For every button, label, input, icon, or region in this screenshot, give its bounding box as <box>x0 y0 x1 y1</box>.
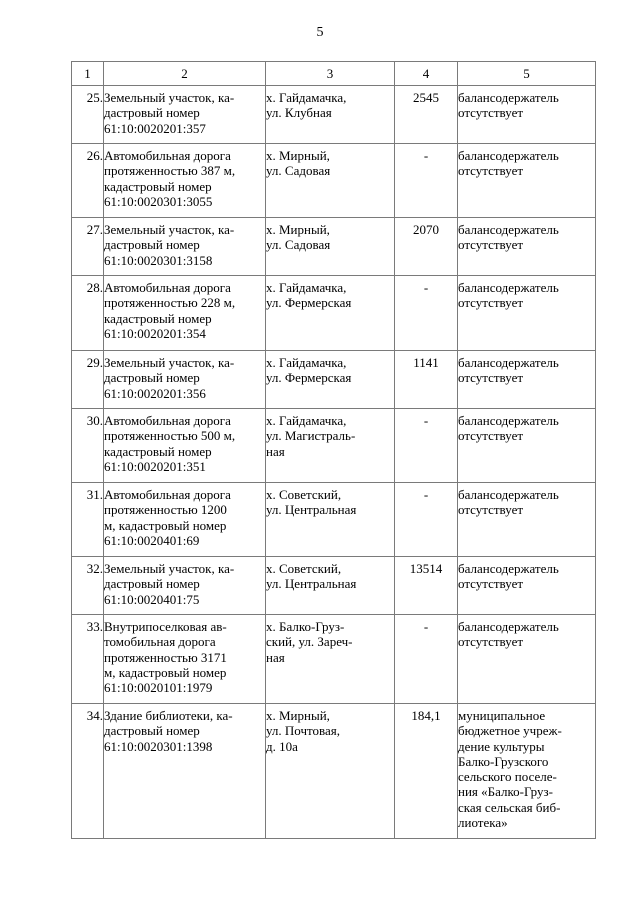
object-name: Земельный участок, ка- дастровый номер 61:10:0020201:357 <box>104 86 266 144</box>
object-value: - <box>395 276 458 351</box>
object-value: - <box>395 409 458 483</box>
object-name: Земельный участок, ка- дастровый номер 61:10:0020401:75 <box>104 557 266 615</box>
table-row <box>72 615 596 704</box>
table-row <box>72 86 596 144</box>
row-number: 25. <box>72 86 104 144</box>
column-header-1: 1 <box>72 62 104 86</box>
object-name: Автомобильная дорога протяженностью 228 м, кадастровый номер 61:10:0020201:354 <box>104 276 266 351</box>
column-header-5: 5 <box>458 62 596 86</box>
column-header-3: 3 <box>266 62 395 86</box>
row-number: 28. <box>72 276 104 351</box>
object-address: х. Советский, ул. Центральная <box>266 557 395 615</box>
object-name: Земельный участок, ка- дастровый номер 61:10:0020201:356 <box>104 351 266 409</box>
object-address: х. Советский, ул. Центральная <box>266 483 395 557</box>
row-number: 32. <box>72 557 104 615</box>
column-header-2: 2 <box>104 62 266 86</box>
balance-holder: балансодержатель отсутствует <box>458 86 596 144</box>
object-value: - <box>395 144 458 218</box>
object-address: х. Мирный, ул. Садовая <box>266 144 395 218</box>
object-name: Автомобильная дорога протяженностью 1200 м, кадастровый номер 61:10:0020401:69 <box>104 483 266 557</box>
row-number: 30. <box>72 409 104 483</box>
balance-holder: муниципальное бюджетное учреж- дение культуры Балко-Грузского сельского поселе- ния «Балко-Груз- ская сельская биб- лиотека» <box>458 704 596 839</box>
table-header <box>72 62 596 86</box>
object-value: 2070 <box>395 218 458 276</box>
balance-holder: балансодержатель отсутствует <box>458 483 596 557</box>
header-row <box>72 62 596 86</box>
balance-holder: балансодержатель отсутствует <box>458 351 596 409</box>
table-row <box>72 483 596 557</box>
column-header-4: 4 <box>395 62 458 86</box>
table-body <box>72 86 596 839</box>
property-table <box>71 61 596 839</box>
object-name: Автомобильная дорога протяженностью 500 м, кадастровый номер 61:10:0020201:351 <box>104 409 266 483</box>
table-row <box>72 704 596 839</box>
balance-holder: балансодержатель отсутствует <box>458 557 596 615</box>
object-address: х. Гайдамачка, ул. Магистраль- ная <box>266 409 395 483</box>
page-number: 5 <box>316 25 324 40</box>
table-row <box>72 351 596 409</box>
object-address: х. Гайдамачка, ул. Фермерская <box>266 351 395 409</box>
object-value: 184,1 <box>395 704 458 839</box>
object-name: Здание библиотеки, ка- дастровый номер 61:10:0020301:1398 <box>104 704 266 839</box>
object-address: х. Гайдамачка, ул. Клубная <box>266 86 395 144</box>
row-number: 33. <box>72 615 104 704</box>
table-row <box>72 276 596 351</box>
balance-holder: балансодержатель отсутствует <box>458 276 596 351</box>
row-number: 31. <box>72 483 104 557</box>
object-value: 2545 <box>395 86 458 144</box>
object-value: 13514 <box>395 557 458 615</box>
table-row <box>72 557 596 615</box>
row-number: 26. <box>72 144 104 218</box>
object-value: - <box>395 615 458 704</box>
table-row <box>72 144 596 218</box>
object-address: х. Мирный, ул. Почтовая, д. 10а <box>266 704 395 839</box>
table-row <box>72 218 596 276</box>
object-value: - <box>395 483 458 557</box>
row-number: 27. <box>72 218 104 276</box>
object-value: 1141 <box>395 351 458 409</box>
row-number: 29. <box>72 351 104 409</box>
balance-holder: балансодержатель отсутствует <box>458 409 596 483</box>
object-address: х. Гайдамачка, ул. Фермерская <box>266 276 395 351</box>
object-address: х. Мирный, ул. Садовая <box>266 218 395 276</box>
balance-holder: балансодержатель отсутствует <box>458 144 596 218</box>
object-address: х. Балко-Груз- ский, ул. Зареч- ная <box>266 615 395 704</box>
object-name: Внутрипоселковая ав- томобильная дорога протяженностью 3171 м, кадастровый номер 61:10:0020101:1979 <box>104 615 266 704</box>
balance-holder: балансодержатель отсутствует <box>458 218 596 276</box>
balance-holder: балансодержатель отсутствует <box>458 615 596 704</box>
object-name: Земельный участок, ка- дастровый номер 61:10:0020301:3158 <box>104 218 266 276</box>
row-number: 34. <box>72 704 104 839</box>
table-row <box>72 409 596 483</box>
object-name: Автомобильная дорога протяженностью 387 м, кадастровый номер 61:10:0020301:3055 <box>104 144 266 218</box>
